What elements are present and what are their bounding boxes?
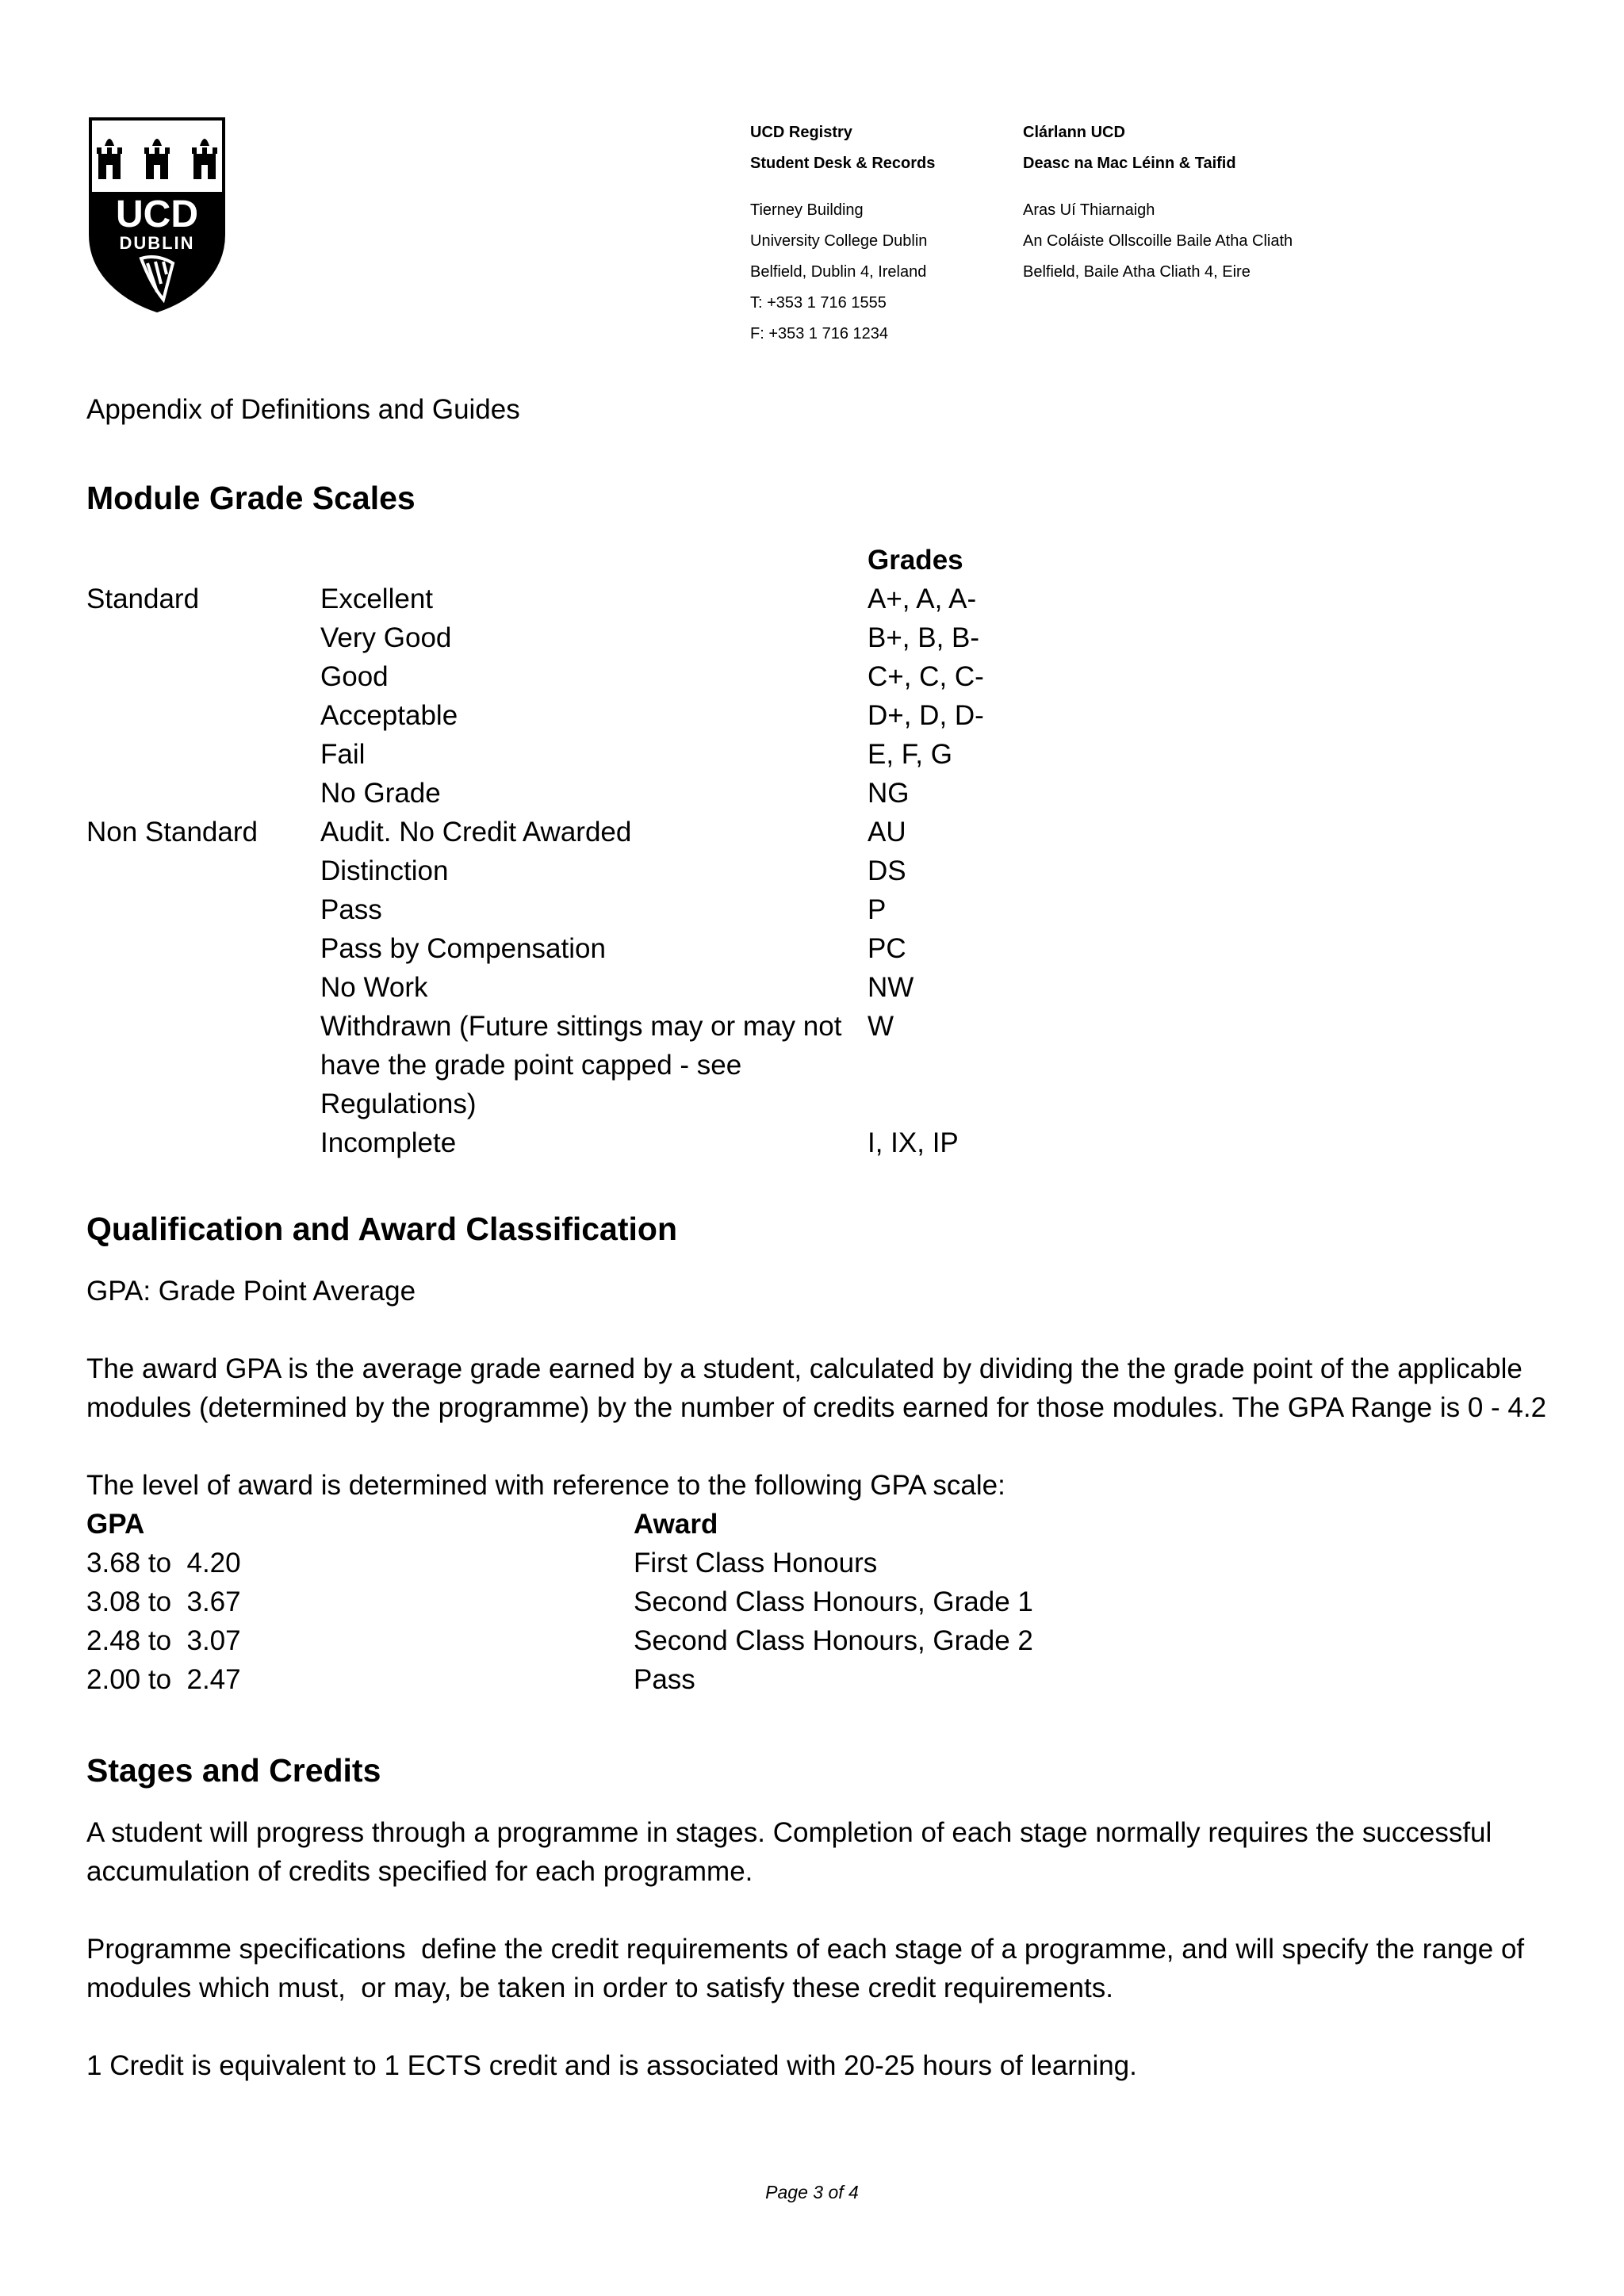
header-fax: F: +353 1 716 1234	[750, 325, 889, 342]
grade-description: Acceptable	[320, 700, 458, 731]
page-number: Page 3 of 4	[765, 2182, 859, 2202]
grade-codes: AU	[868, 817, 906, 848]
header-building: Tierney Building	[750, 201, 864, 219]
grade-codes: W	[868, 1011, 894, 1042]
header-address: Belfield, Dublin 4, Ireland	[750, 263, 927, 281]
header-building-irish: Aras Uí Thiarnaigh	[1023, 201, 1155, 219]
gpa-range: 2.00 to 2.47	[86, 1664, 241, 1695]
grade-description: No Work	[320, 972, 428, 1003]
header-address-irish: Belfield, Baile Atha Cliath 4, Eire	[1023, 263, 1251, 281]
header-phone: T: +353 1 716 1555	[750, 294, 887, 312]
stages-heading: Stages and Credits	[86, 1752, 381, 1789]
gpa-paragraph-line-1: The award GPA is the average grade earned by a student, calculated by dividing the the grade point of the applicable	[86, 1353, 1522, 1384]
grade-codes: NG	[868, 778, 910, 809]
award-column-header: Award	[634, 1509, 718, 1540]
logo-ucd-text: UCD	[116, 193, 198, 235]
grade-codes: E, F, G	[868, 739, 952, 770]
gpa-range: 2.48 to 3.07	[86, 1625, 241, 1656]
grades-column-header: Grades	[868, 545, 963, 576]
grade-category: Standard	[86, 584, 200, 614]
grade-codes: DS	[868, 855, 906, 886]
grade-description: Very Good	[320, 622, 452, 653]
credits-paragraph: 1 Credit is equivalent to 1 ECTS credit and is associated with 20-25 hours of learning.	[86, 2050, 1137, 2081]
ucd-crest-logo	[87, 116, 227, 314]
grade-description: No Grade	[320, 778, 441, 809]
award-name: Pass	[634, 1664, 695, 1695]
header-registry-irish: Clárlann UCD	[1023, 124, 1125, 141]
award-name: Second Class Honours, Grade 2	[634, 1625, 1033, 1656]
award-name: Second Class Honours, Grade 1	[634, 1586, 1033, 1617]
grade-description: Good	[320, 661, 389, 692]
grade-description: have the grade point capped - see	[320, 1050, 742, 1081]
grade-codes: C+, C, C-	[868, 661, 984, 692]
gpa-paragraph-line-2: modules (determined by the programme) by the number of credits earned for those modules. The GPA Range is 0 - 4.2	[86, 1392, 1547, 1423]
header-college: University College Dublin	[750, 232, 928, 250]
header-registry: UCD Registry	[750, 124, 852, 141]
grade-scales-heading: Module Grade Scales	[86, 480, 416, 516]
grade-description: Fail	[320, 739, 366, 770]
gpa-definition: GPA: Grade Point Average	[86, 1276, 416, 1307]
header-student-desk: Student Desk & Records	[750, 155, 936, 172]
stages-paragraph-1-line-1: A student will progress through a programme in stages. Completion of each stage normally requires the successful	[86, 1817, 1492, 1848]
gpa-column-header: GPA	[86, 1509, 145, 1540]
stages-paragraph-2-line-1: Programme specifications define the credit requirements of each stage of a programme, and will specify the range of	[86, 1934, 1525, 1965]
logo-dublin-text: DUBLIN	[119, 233, 195, 253]
grade-codes: A+, A, A-	[868, 584, 977, 614]
stages-paragraph-2-line-2: modules which must, or may, be taken in order to satisfy these credit requirements.	[86, 1973, 1113, 2003]
doc-title: Appendix of Definitions and Guides	[86, 394, 520, 425]
grade-description: Pass	[320, 894, 382, 925]
grade-description: Excellent	[320, 584, 434, 614]
grade-description: Audit. No Credit Awarded	[320, 817, 632, 848]
grade-description: Regulations)	[320, 1089, 477, 1119]
grade-description: Incomplete	[320, 1127, 457, 1158]
grade-category: Non Standard	[86, 817, 258, 848]
header-student-desk-irish: Deasc na Mac Léinn & Taifid	[1023, 155, 1236, 172]
grade-codes: P	[868, 894, 887, 925]
header-college-irish: An Coláiste Ollscoille Baile Atha Cliath	[1023, 232, 1293, 250]
award-name: First Class Honours	[634, 1548, 878, 1578]
qualification-heading: Qualification and Award Classification	[86, 1211, 677, 1247]
stages-paragraph-1-line-2: accumulation of credits specified for each programme.	[86, 1856, 753, 1887]
grade-codes: B+, B, B-	[868, 622, 980, 653]
grade-description: Pass by Compensation	[320, 933, 606, 964]
grade-description: Withdrawn (Future sittings may or may not	[320, 1011, 842, 1042]
award-scale-intro: The level of award is determined with reference to the following GPA scale:	[86, 1470, 1005, 1501]
grade-codes: PC	[868, 933, 906, 964]
gpa-range: 3.08 to 3.67	[86, 1586, 241, 1617]
grade-codes: D+, D, D-	[868, 700, 984, 731]
grade-codes: I, IX, IP	[868, 1127, 959, 1158]
grade-description: Distinction	[320, 855, 449, 886]
gpa-range: 3.68 to 4.20	[86, 1548, 241, 1578]
grade-codes: NW	[868, 972, 914, 1003]
